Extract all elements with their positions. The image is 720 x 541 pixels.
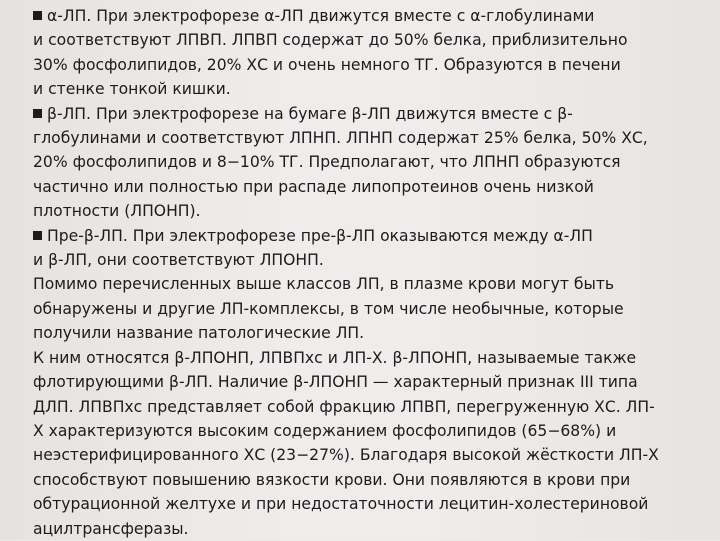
text-line-21: обтурационной желтухе и при недостаточности лецитин-холестериновой [33, 495, 649, 514]
text-line-8: частично или полностью при распаде липопротеинов очень низкой [33, 177, 594, 196]
text-line-16: флотирующими β-ЛП. Наличие β-ЛПОНП — характерный признак III типа [33, 373, 638, 392]
bullet-text-pre-beta: Пре-β-ЛП. При электрофорезе пре-β-ЛП оказываются между α-ЛП [47, 226, 593, 245]
text-line-11: и β-ЛП, они соответствуют ЛПОНП. [33, 251, 324, 270]
text-line-2: и соответствуют ЛПВП. ЛПВП содержат до 50% белка, приблизительно [33, 31, 628, 50]
text-line-4: и стенке тонкой кишки. [33, 80, 231, 99]
text-line-1 [33, 4, 713, 28]
text-line-14: получили название патологические ЛП. [33, 324, 365, 343]
text-line-12: Помимо перечисленных выше классов ЛП, в плазме крови могут быть [33, 275, 615, 294]
text-body [33, 4, 713, 541]
text-line-6: глобулинами и соответствуют ЛПНП. ЛПНП содержат 25% белка, 50% ХС, [33, 129, 648, 148]
text-line-9: плотности (ЛПОНП). [33, 202, 201, 221]
text-line-20: способствуют повышению вязкости крови. Они появляются в крови при [33, 470, 631, 489]
text-line-13: обнаружены и другие ЛП-комплексы, в том числе необычные, которые [33, 299, 624, 318]
square-bullet-icon [33, 109, 42, 118]
text-line-18: Х характеризуются высоким содержанием фосфолипидов (65−68%) и [33, 421, 617, 440]
text-line-3: 30% фосфолипидов, 20% ХС и очень немного ТГ. Образуются в печени [33, 55, 621, 74]
text-line-10 [33, 224, 713, 248]
bullet-text-beta: β-ЛП. При электрофорезе на бумаге β-ЛП движутся вместе с β- [47, 104, 573, 123]
square-bullet-icon [33, 231, 42, 240]
text-line-19: неэстерифицированного ХС (23−27%). Благодаря высокой жёсткости ЛП-Х [33, 446, 659, 465]
text-line-22: ацилтрансферазы. [33, 519, 189, 538]
text-line-7: 20% фосфолипидов и 8−10% ТГ. Предполагают, что ЛПНП образуются [33, 153, 621, 172]
text-line-17: ДЛП. ЛПВПхс представляет собой фракцию ЛПВП, перегруженную ХС. ЛП- [33, 397, 655, 416]
bullet-text-alpha: α-ЛП. При электрофорезе α-ЛП движутся вместе с α-глобулинами [47, 7, 595, 25]
text-line-5 [33, 102, 713, 126]
text-line-15: К ним относятся β-ЛПОНП, ЛПВПхс и ЛП-Х. β-ЛПОНП, называемые также [33, 348, 637, 367]
square-bullet-icon [33, 11, 42, 20]
